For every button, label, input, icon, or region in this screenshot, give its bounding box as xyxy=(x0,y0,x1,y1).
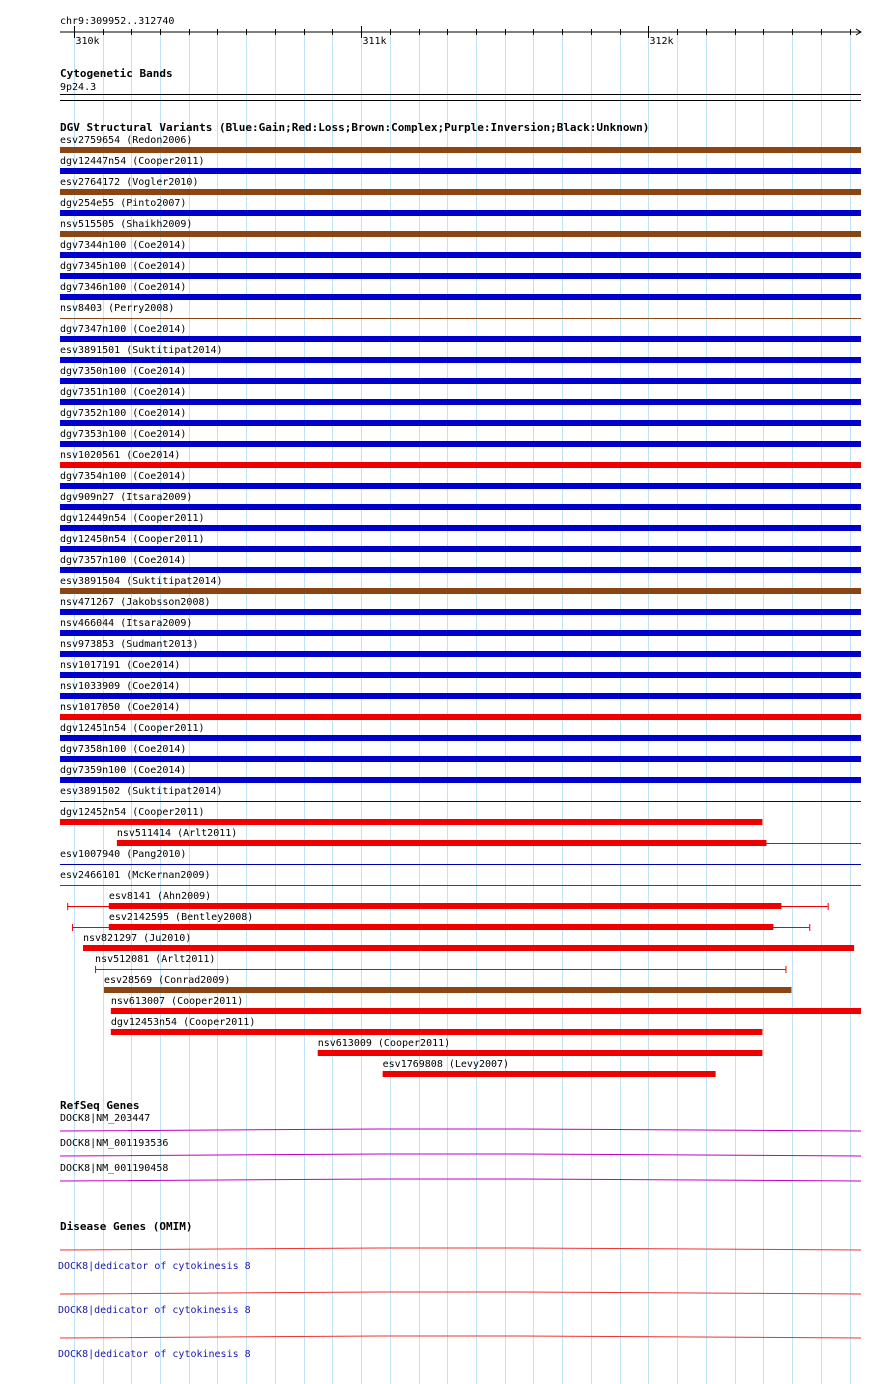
dgv-variant[interactable] xyxy=(83,933,854,951)
dgv-variant-label[interactable]: esv2759654 (Redon2006) xyxy=(60,135,193,146)
cytoband-label: 9p24.3 xyxy=(60,82,97,93)
omim-gene-symbol[interactable]: DOCK8 xyxy=(58,1305,89,1316)
omim-gene-line[interactable] xyxy=(60,1248,861,1250)
omim-gene-description: |dedicator of cytokinesis 8 xyxy=(88,1305,251,1316)
dgv-variant[interactable] xyxy=(60,408,861,426)
dgv-variant-label[interactable]: esv1007940 (Pang2010) xyxy=(60,849,187,860)
dgv-variant[interactable] xyxy=(60,198,861,216)
dgv-variant[interactable] xyxy=(60,135,861,153)
dgv-variant-bar[interactable] xyxy=(60,231,861,237)
dgv-variant-label[interactable]: esv2466101 (McKernan2009) xyxy=(60,870,211,881)
dgv-variant-bar[interactable] xyxy=(60,609,861,615)
dgv-variant[interactable] xyxy=(318,1038,763,1056)
dgv-variant-label[interactable]: dgv12453n54 (Cooper2011) xyxy=(110,1017,256,1028)
dgv-variant-bar[interactable] xyxy=(111,1008,861,1014)
dgv-variant-bar[interactable] xyxy=(83,945,854,951)
refseq-gene-line[interactable] xyxy=(60,1179,861,1181)
dgv-variant-bar[interactable] xyxy=(60,483,861,489)
dgv-variant-label[interactable]: esv1769808 (Levy2007) xyxy=(382,1059,510,1070)
ruler-tick-label: 311k xyxy=(362,36,387,47)
dgv-variant[interactable] xyxy=(60,177,861,195)
omim-track xyxy=(58,1220,861,1360)
dgv-variant[interactable] xyxy=(60,807,762,825)
dgv-variant-bar[interactable] xyxy=(117,840,767,846)
dgv-variant-label[interactable]: dgv7344n100 (Coe2014) xyxy=(60,240,187,251)
refseq-title: RefSeq Genes xyxy=(60,1099,140,1112)
dgv-variant[interactable] xyxy=(72,912,810,931)
dgv-variant-label[interactable]: nsv511414 (Arlt2011) xyxy=(116,828,238,839)
dgv-variant[interactable] xyxy=(60,555,861,573)
dgv-variant-label[interactable]: nsv973853 (Sudmant2013) xyxy=(60,639,199,650)
dgv-variant[interactable] xyxy=(60,366,861,384)
dgv-variant-bar[interactable] xyxy=(60,252,861,258)
dgv-variant-label[interactable]: nsv466044 (Itsara2009) xyxy=(60,618,193,629)
dgv-track xyxy=(60,121,861,1077)
dgv-variant-bar[interactable] xyxy=(60,630,861,636)
refseq-track xyxy=(60,1099,861,1181)
dgv-variant-bar[interactable] xyxy=(60,588,861,594)
refseq-gene-line[interactable] xyxy=(60,1154,861,1156)
dgv-variant[interactable] xyxy=(60,324,861,342)
dgv-variant[interactable] xyxy=(60,660,861,678)
dgv-variant-bar[interactable] xyxy=(60,294,861,300)
dgv-variant[interactable] xyxy=(111,996,861,1014)
dgv-variant-label[interactable]: dgv7358n100 (Coe2014) xyxy=(60,744,187,755)
refseq-gene-label[interactable]: DOCK8|NM_001193536 xyxy=(60,1138,169,1149)
dgv-variant-label[interactable]: nsv613007 (Cooper2011) xyxy=(110,996,244,1007)
dgv-variant-bar[interactable] xyxy=(60,273,861,279)
dgv-variant[interactable] xyxy=(60,282,861,300)
dgv-variant[interactable] xyxy=(60,744,861,762)
omim-title: Disease Genes (OMIM) xyxy=(60,1220,193,1233)
dgv-variant[interactable] xyxy=(60,786,861,802)
dgv-variant-bar[interactable] xyxy=(60,546,861,552)
dgv-variant-label[interactable]: nsv515505 (Shaikh2009) xyxy=(60,219,193,230)
dgv-variant-label[interactable]: nsv1017191 (Coe2014) xyxy=(60,660,181,671)
dgv-variant-label[interactable]: dgv7347n100 (Coe2014) xyxy=(60,324,187,335)
dgv-variant-label[interactable]: dgv254e55 (Pinto2007) xyxy=(60,198,187,209)
dgv-variant-bar[interactable] xyxy=(60,189,861,195)
ruler xyxy=(60,16,861,47)
dgv-variant-bar[interactable] xyxy=(60,336,861,342)
omim-gene-symbol[interactable]: DOCK8 xyxy=(58,1261,89,1272)
dgv-variant-label[interactable]: esv3891502 (Suktitipat2014) xyxy=(60,786,223,797)
dgv-variant-bar[interactable] xyxy=(60,693,861,699)
dgv-variant-label[interactable]: nsv512081 (Arlt2011) xyxy=(95,954,216,965)
cytoband-track xyxy=(60,67,861,101)
dgv-variant-label[interactable]: nsv8403 (Perry2008) xyxy=(60,303,175,314)
dgv-variant-bar[interactable] xyxy=(60,399,861,405)
omim-gene-description: |dedicator of cytokinesis 8 xyxy=(88,1261,251,1272)
dgv-variant-bar[interactable] xyxy=(60,420,861,426)
dgv-variant-label[interactable]: dgv7352n100 (Coe2014) xyxy=(60,408,187,419)
dgv-variant-bar[interactable] xyxy=(111,1029,763,1035)
dgv-variant[interactable] xyxy=(117,828,861,846)
omim-gene-line[interactable] xyxy=(60,1292,861,1294)
dgv-variant-bar[interactable] xyxy=(104,987,792,993)
dgv-variant[interactable] xyxy=(60,387,861,405)
dgv-variant[interactable] xyxy=(60,723,861,741)
dgv-variant-label[interactable]: dgv12452n54 (Cooper2011) xyxy=(60,807,205,818)
dgv-variant[interactable] xyxy=(60,513,861,531)
dgv-variant-bar[interactable] xyxy=(60,525,861,531)
location-label: chr9:309952..312740 xyxy=(60,16,175,27)
dgv-variant-bar[interactable] xyxy=(60,714,861,720)
dgv-variant[interactable] xyxy=(60,681,861,699)
omim-gene[interactable] xyxy=(58,1336,861,1360)
dgv-title: DGV Structural Variants (Blue:Gain;Red:Loss;Brown:Complex;Purple:Inversion;Black:Unknown) xyxy=(60,121,650,134)
dgv-variant-bar[interactable] xyxy=(60,672,861,678)
dgv-variant-bar[interactable] xyxy=(60,567,861,573)
dgv-variant-label[interactable]: nsv1033909 (Coe2014) xyxy=(60,681,181,692)
dgv-variant[interactable] xyxy=(95,954,786,973)
ruler-tick-label: 310k xyxy=(75,36,100,47)
dgv-variant[interactable] xyxy=(60,639,861,657)
dgv-variant-bar[interactable] xyxy=(60,651,861,657)
omim-gene-line[interactable] xyxy=(60,1336,861,1338)
cytoband-title: Cytogenetic Bands xyxy=(60,67,173,80)
omim-gene-label[interactable] xyxy=(58,1305,251,1316)
omim-gene-symbol[interactable]: DOCK8 xyxy=(58,1349,89,1360)
dgv-variant-label[interactable]: dgv7345n100 (Coe2014) xyxy=(60,261,187,272)
dgv-variant-label[interactable]: esv3891501 (Suktitipat2014) xyxy=(60,345,223,356)
dgv-variant-bar[interactable] xyxy=(60,504,861,510)
dgv-variant[interactable] xyxy=(60,702,861,720)
dgv-variant[interactable] xyxy=(60,303,861,319)
dgv-variant-label[interactable]: nsv471267 (Jakobsson2008) xyxy=(60,597,211,608)
omim-gene[interactable] xyxy=(58,1248,861,1272)
dgv-variant-label[interactable]: dgv12451n54 (Cooper2011) xyxy=(60,723,205,734)
dgv-variant-bar[interactable] xyxy=(60,210,861,216)
dgv-variant[interactable] xyxy=(60,534,861,552)
dgv-variant-label[interactable]: esv2142595 (Bentley2008) xyxy=(108,912,254,923)
dgv-variant-label[interactable]: dgv7353n100 (Coe2014) xyxy=(60,429,187,440)
dgv-variant-label[interactable]: dgv7350n100 (Coe2014) xyxy=(60,366,187,377)
dgv-variant-label[interactable]: dgv7359n100 (Coe2014) xyxy=(60,765,187,776)
dgv-variant[interactable] xyxy=(111,1017,763,1035)
dgv-variant-label[interactable]: nsv613009 (Cooper2011) xyxy=(317,1038,451,1049)
refseq-gene[interactable] xyxy=(60,1163,861,1181)
dgv-variant-bar[interactable] xyxy=(60,819,762,825)
omim-gene-description: |dedicator of cytokinesis 8 xyxy=(88,1349,251,1360)
dgv-variant-label[interactable]: esv2764172 (Vogler2010) xyxy=(60,177,199,188)
dgv-variant[interactable] xyxy=(60,492,861,510)
dgv-variant[interactable] xyxy=(60,429,861,447)
dgv-variant[interactable] xyxy=(60,597,861,615)
ruler-tick-label: 312k xyxy=(649,36,674,47)
dgv-variant[interactable] xyxy=(383,1059,716,1077)
dgv-variant-label[interactable]: nsv1017050 (Coe2014) xyxy=(60,702,181,713)
dgv-variant-bar[interactable] xyxy=(60,168,861,174)
refseq-gene-label[interactable]: DOCK8|NM_203447 xyxy=(60,1113,151,1124)
dgv-variant[interactable] xyxy=(60,471,861,489)
refseq-gene-label[interactable]: DOCK8|NM_001190458 xyxy=(60,1163,169,1174)
dgv-variant[interactable] xyxy=(60,345,861,363)
dgv-variant[interactable] xyxy=(60,450,861,468)
dgv-variant-bar[interactable] xyxy=(60,357,861,363)
dgv-variant-label[interactable]: dgv12447n54 (Cooper2011) xyxy=(60,156,205,167)
dgv-variant[interactable] xyxy=(60,870,861,886)
dgv-variant-label[interactable]: dgv12449n54 (Cooper2011) xyxy=(60,513,205,524)
dgv-variant[interactable] xyxy=(60,849,861,865)
dgv-variant-label[interactable]: nsv1020561 (Coe2014) xyxy=(60,450,181,461)
refseq-gene-line[interactable] xyxy=(60,1129,861,1131)
dgv-variant[interactable] xyxy=(60,156,861,174)
dgv-variant-label[interactable]: esv3891504 (Suktitipat2014) xyxy=(60,576,223,587)
dgv-variant-label[interactable]: dgv7357n100 (Coe2014) xyxy=(60,555,187,566)
dgv-variant-bar[interactable] xyxy=(383,1071,716,1077)
omim-gene-label[interactable] xyxy=(58,1349,251,1360)
dgv-variant[interactable] xyxy=(60,576,861,594)
refseq-gene[interactable] xyxy=(60,1138,861,1156)
refseq-gene[interactable] xyxy=(60,1113,861,1131)
dgv-variant[interactable] xyxy=(60,618,861,636)
omim-gene[interactable] xyxy=(58,1292,861,1316)
dgv-variant-label[interactable]: dgv7351n100 (Coe2014) xyxy=(60,387,187,398)
dgv-variant-bar[interactable] xyxy=(60,441,861,447)
dgv-variant-label[interactable]: dgv12450n54 (Cooper2011) xyxy=(60,534,205,545)
dgv-variant[interactable] xyxy=(60,261,861,279)
dgv-variant-label[interactable]: esv28569 (Conrad2009) xyxy=(103,975,231,986)
dgv-variant[interactable] xyxy=(60,765,861,783)
dgv-variant-bar[interactable] xyxy=(60,378,861,384)
dgv-variant-bar[interactable] xyxy=(60,735,861,741)
dgv-variant-bar[interactable] xyxy=(60,756,861,762)
dgv-variant[interactable] xyxy=(60,219,861,237)
dgv-variant-label[interactable]: dgv7354n100 (Coe2014) xyxy=(60,471,187,482)
dgv-variant[interactable] xyxy=(60,240,861,258)
dgv-variant-label[interactable]: esv8141 (Ahn2009) xyxy=(108,891,212,902)
dgv-variant-bar[interactable] xyxy=(60,462,861,468)
omim-gene-label[interactable] xyxy=(58,1261,251,1272)
dgv-variant-label[interactable]: nsv821297 (Ju2010) xyxy=(82,933,192,944)
dgv-variant-bar[interactable] xyxy=(318,1050,763,1056)
dgv-variant-label[interactable]: dgv909n27 (Itsara2009) xyxy=(60,492,193,503)
dgv-variant-label[interactable]: dgv7346n100 (Coe2014) xyxy=(60,282,187,293)
dgv-variant-bar[interactable] xyxy=(60,777,861,783)
dgv-variant-bar[interactable] xyxy=(60,147,861,153)
